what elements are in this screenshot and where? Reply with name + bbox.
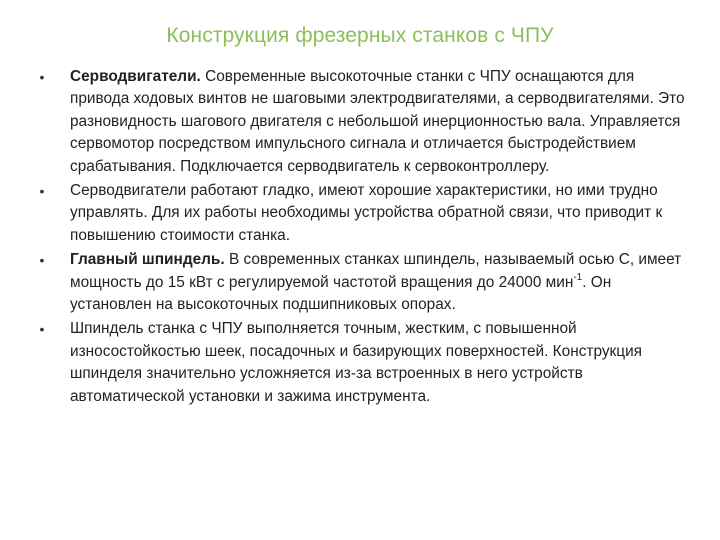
bullet-item-servomotor-control [36,180,686,247]
bullet-superscript: -1 [573,271,583,283]
bullet-list [36,66,686,410]
bullet-item-main-spindle [36,249,686,316]
bullet-item-spindle-design [36,318,686,408]
bullet-dot-icon: • [39,252,45,269]
bullet-text: В современных станках шпиндель, называемый осью С, имеет мощность до 15 кВт с регулируемой частотой вращения до 24000 мин [70,251,682,291]
bullet-item-servomotors [36,66,686,178]
bullet-text-end: . Он установлен на высокоточных подшипниковых опорах. [70,273,612,314]
bullet-dot-icon: • [39,183,45,200]
bullet-text: Серводвигатели работают гладко, имеют хорошие характеристики, но ими трудно управлять. Для их работы необходимы устройства обратной связи, что приводит к повышению стоимости станка. [70,182,663,244]
bullet-dot-icon: • [39,321,45,338]
bullet-text: Современные высокоточные станки с ЧПУ оснащаются для привода ходовых винтов не шаговыми электродвигателями, а серводвигателями. Это разновидность шагового двигателя с небольшой инерционностью вала. Управляется сервомотор посредством импульсного сигнала и отличается быстродействием срабатывания. Подключается серводвигатель к сервоконтроллеру. [70,68,685,175]
bullet-dot-icon: • [39,69,45,85]
bullet-text: Шпиндель станка с ЧПУ выполняется точным, жестким, с повышенной износостойкостью шеек, посадочных и базирующих поверхностей. Конструкция шпинделя значительно усложняется из-за встроенных в него устройств автоматической установки и зажима инструмента. [70,320,643,405]
bullet-lead: Главный шпиндель. [70,251,225,269]
slide-title: Конструкция фрезерных станков с ЧПУ [166,24,554,47]
bullet-lead: Серводвигатели. [70,68,201,85]
